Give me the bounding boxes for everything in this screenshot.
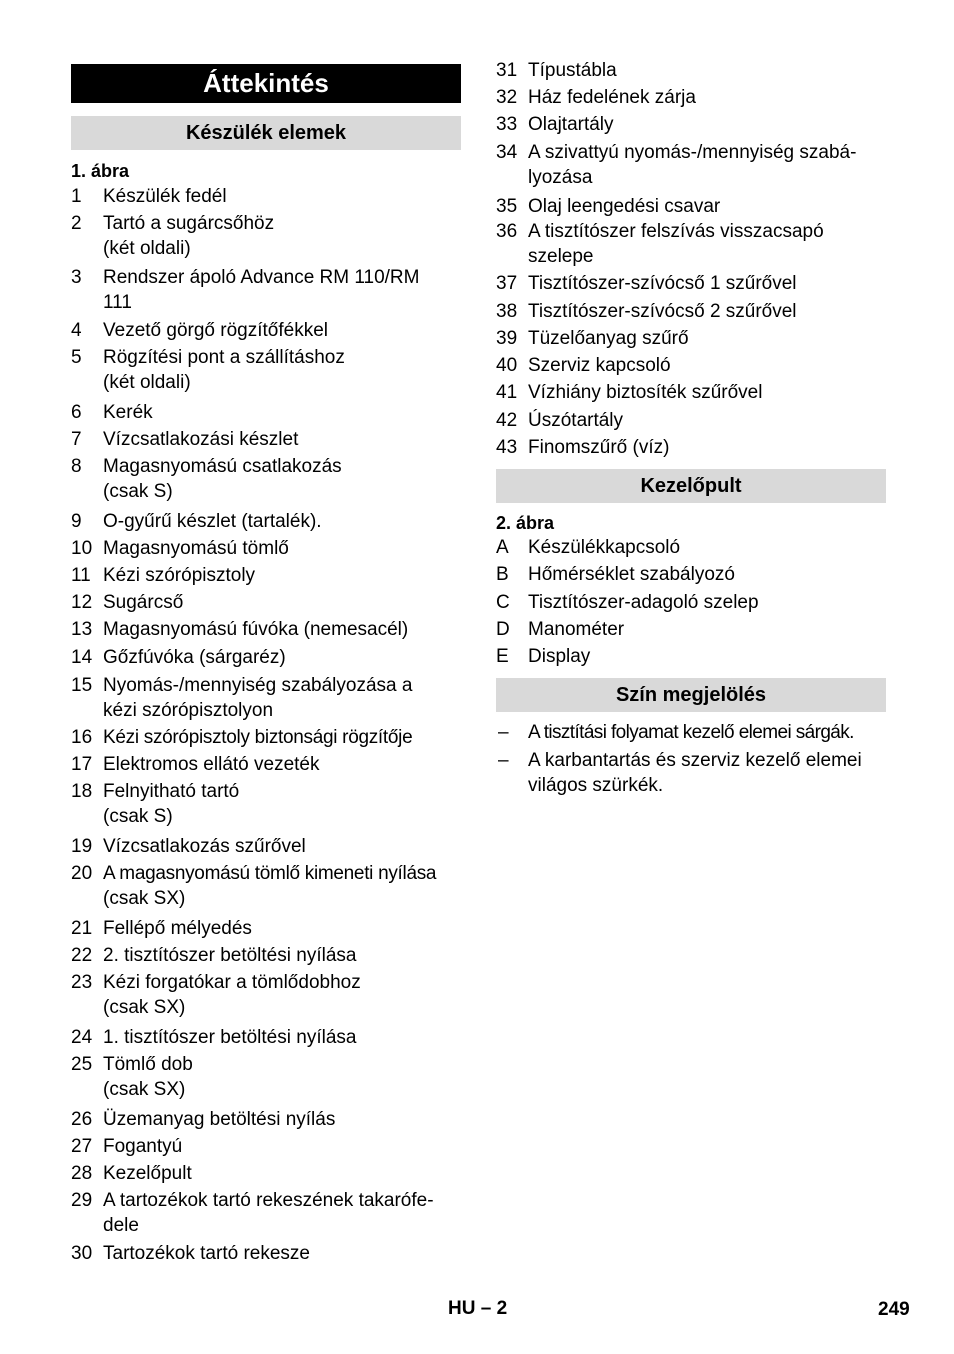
item-text: Tisztítószer-adagoló szelep xyxy=(528,592,759,613)
item-text: Tüzelőanyag szűrő xyxy=(528,328,689,349)
note-text: A karbantartás és szerviz kezelő elemei xyxy=(528,750,862,771)
item-number: 1 xyxy=(71,186,82,207)
list-item xyxy=(71,318,461,343)
item-number: 2 xyxy=(71,213,82,234)
item-text: Kerék xyxy=(103,402,153,423)
item-number: 33 xyxy=(496,114,518,135)
list-item xyxy=(496,562,886,587)
list-item xyxy=(496,299,886,324)
list-item xyxy=(71,673,461,723)
item-text: Tisztítószer-szívócső 2 szűrővel xyxy=(528,301,797,322)
item-text-continued: dele xyxy=(103,1215,139,1236)
item-text: Magasnyomású fúvóka (nemesacél) xyxy=(103,619,409,640)
item-number: 18 xyxy=(71,781,93,802)
list-item xyxy=(496,380,886,405)
list-item xyxy=(71,265,461,315)
item-text: A szivattyú nyomás-/mennyiség szabá- xyxy=(528,142,857,163)
item-number: 7 xyxy=(71,429,82,450)
list-item xyxy=(71,970,461,1020)
list-item xyxy=(496,112,886,137)
item-text: Szerviz kapcsoló xyxy=(528,355,671,376)
item-number: 16 xyxy=(71,727,93,748)
item-number: 25 xyxy=(71,1054,93,1075)
item-text: Elektromos ellátó vezeték xyxy=(103,754,320,775)
item-text-continued: (csak SX) xyxy=(103,1079,186,1100)
item-text-continued: (csak S) xyxy=(103,806,173,827)
item-text-continued: lyozása xyxy=(528,167,593,188)
item-number: 17 xyxy=(71,754,93,775)
item-text: Kezelőpult xyxy=(103,1163,192,1184)
item-number: D xyxy=(496,619,510,640)
item-text: Tömlő dob xyxy=(103,1054,193,1075)
item-number: 43 xyxy=(496,437,518,458)
note-item xyxy=(496,720,886,745)
dash-bullet: – xyxy=(498,750,509,771)
item-text: Vízhiány biztosíték szűrővel xyxy=(528,382,763,403)
item-text: Sugárcső xyxy=(103,592,184,613)
item-number: 5 xyxy=(71,347,82,368)
item-text-continued: szelepe xyxy=(528,246,594,267)
item-text: Típustábla xyxy=(528,60,617,81)
list-item xyxy=(71,1188,461,1238)
item-number: E xyxy=(496,646,509,667)
item-text-continued: 111 xyxy=(103,292,132,313)
list-item xyxy=(71,752,461,777)
item-text: A magasnyomású tömlő kimeneti nyílása xyxy=(103,863,437,884)
list-item xyxy=(71,1241,461,1266)
item-number: 41 xyxy=(496,382,518,403)
item-text: Ház fedelének zárja xyxy=(528,87,696,108)
item-text-continued: (két oldali) xyxy=(103,238,191,259)
list-item xyxy=(71,536,461,561)
list-item xyxy=(71,1134,461,1159)
item-text: Vezető görgő rögzítőfékkel xyxy=(103,320,328,341)
item-text: Tartó a sugárcsőhöz xyxy=(103,213,275,234)
item-number: 37 xyxy=(496,273,518,294)
list-item xyxy=(71,590,461,615)
item-text: Kézi szórópisztoly xyxy=(103,565,256,586)
item-text: Rendszer ápoló Advance RM 110/RM xyxy=(103,267,420,288)
list-item xyxy=(71,509,461,534)
item-number: 26 xyxy=(71,1109,93,1130)
item-text: Manométer xyxy=(528,619,625,640)
list-item xyxy=(496,140,886,190)
list-item xyxy=(496,194,886,219)
item-number: 42 xyxy=(496,410,518,431)
item-text-continued: (csak SX) xyxy=(103,997,186,1018)
item-number: 24 xyxy=(71,1027,93,1048)
item-text-continued: kézi szórópisztolyon xyxy=(103,700,274,721)
list-item xyxy=(496,353,886,378)
list-item xyxy=(71,943,461,968)
list-item xyxy=(496,408,886,433)
item-text: Tisztítószer-szívócső 1 szűrővel xyxy=(528,273,797,294)
section-heading-color-coding: Szín megjelölés xyxy=(496,678,886,712)
page-title: Áttekintés xyxy=(71,64,461,103)
list-item xyxy=(496,435,886,460)
list-item xyxy=(71,184,461,209)
list-item xyxy=(71,563,461,588)
item-text: Úszótartály xyxy=(528,410,624,431)
list-item xyxy=(71,211,461,261)
item-number: 35 xyxy=(496,196,518,217)
list-item xyxy=(71,725,461,750)
item-number: C xyxy=(496,592,510,613)
item-number: B xyxy=(496,564,509,585)
item-text: Hőmérséklet szabályozó xyxy=(528,564,735,585)
item-text: Fogantyú xyxy=(103,1136,183,1157)
item-text: Készülék fedél xyxy=(103,186,227,207)
list-item xyxy=(71,1025,461,1050)
item-number: 11 xyxy=(71,565,91,586)
item-text: Fellépő mélyedés xyxy=(103,918,252,939)
item-number: 40 xyxy=(496,355,518,376)
item-number: 12 xyxy=(71,592,93,613)
item-text: Üzemanyag betöltési nyílás xyxy=(103,1109,336,1130)
item-text: Kézi forgatókar a tömlődobhoz xyxy=(103,972,361,993)
list-item xyxy=(71,1107,461,1132)
list-item xyxy=(71,861,461,911)
item-number: 22 xyxy=(71,945,93,966)
item-number: 34 xyxy=(496,142,518,163)
item-text-continued: (csak SX) xyxy=(103,888,186,909)
item-text: Magasnyomású csatlakozás xyxy=(103,456,342,477)
list-item xyxy=(71,400,461,425)
item-number: 20 xyxy=(71,863,93,884)
list-item xyxy=(496,590,886,615)
item-text: Display xyxy=(528,646,591,667)
figure-label-2: 2. ábra xyxy=(496,513,555,533)
dash-bullet: – xyxy=(498,722,509,743)
item-text: Kézi szórópisztoly biztonsági rögzítője xyxy=(103,727,413,748)
item-number: 13 xyxy=(71,619,93,640)
item-text-continued: (csak S) xyxy=(103,481,173,502)
list-item xyxy=(71,454,461,504)
list-item xyxy=(496,58,886,83)
item-text: 1. tisztítószer betöltési nyílása xyxy=(103,1027,357,1048)
list-item xyxy=(496,85,886,110)
item-number: 19 xyxy=(71,836,93,857)
note-item xyxy=(496,748,886,798)
note-text: A tisztítási folyamat kezelő elemei sárgák. xyxy=(528,722,854,743)
list-item xyxy=(71,617,461,642)
item-text: Rögzítési pont a szállításhoz xyxy=(103,347,345,368)
item-text: Készülékkapcsoló xyxy=(528,537,681,558)
page-number: 249 xyxy=(878,1299,910,1320)
list-item xyxy=(496,271,886,296)
list-item xyxy=(71,779,461,829)
list-item xyxy=(496,326,886,351)
item-text-continued: (két oldali) xyxy=(103,372,191,393)
figure-label-1: 1. ábra xyxy=(71,161,130,181)
note-text-continued: világos szürkék. xyxy=(528,775,664,796)
item-text: Olajtartály xyxy=(528,114,614,135)
item-number: 27 xyxy=(71,1136,93,1157)
list-item xyxy=(496,535,886,560)
item-number: 14 xyxy=(71,647,93,668)
list-item xyxy=(71,916,461,941)
item-number: 8 xyxy=(71,456,82,477)
item-number: 39 xyxy=(496,328,518,349)
list-item xyxy=(71,1052,461,1102)
item-number: 31 xyxy=(496,60,518,81)
section-heading-control-panel: Kezelőpult xyxy=(496,469,886,503)
item-text: Nyomás-/mennyiség szabályozása a xyxy=(103,675,413,696)
list-item xyxy=(71,345,461,395)
item-number: 4 xyxy=(71,320,82,341)
list-item xyxy=(496,219,886,269)
item-number: 21 xyxy=(71,918,93,939)
list-item xyxy=(496,617,886,642)
item-text: Tartozékok tartó rekesze xyxy=(103,1243,310,1264)
section-heading-device-parts: Készülék elemek xyxy=(71,116,461,150)
item-text: A tartozékok tartó rekeszének takarófe- xyxy=(103,1190,434,1211)
item-number: 15 xyxy=(71,675,93,696)
item-number: 10 xyxy=(71,538,93,559)
list-item xyxy=(496,644,886,669)
list-item xyxy=(71,834,461,859)
footer-language-code: HU – 2 xyxy=(448,1298,508,1319)
item-number: A xyxy=(496,537,509,558)
item-number: 36 xyxy=(496,221,518,242)
item-text: Gőzfúvóka (sárgaréz) xyxy=(103,647,286,668)
list-item xyxy=(71,1161,461,1186)
item-number: 38 xyxy=(496,301,518,322)
item-text: 2. tisztítószer betöltési nyílása xyxy=(103,945,357,966)
item-number: 30 xyxy=(71,1243,93,1264)
item-number: 3 xyxy=(71,267,82,288)
item-number: 29 xyxy=(71,1190,93,1211)
item-number: 28 xyxy=(71,1163,93,1184)
item-text: A tisztítószer felszívás visszacsapó xyxy=(528,221,824,242)
list-item xyxy=(71,427,461,452)
item-text: Olaj leengedési csavar xyxy=(528,196,721,217)
item-number: 9 xyxy=(71,511,82,532)
item-text: Felnyitható tartó xyxy=(103,781,240,802)
item-text: O-gyűrű készlet (tartalék). xyxy=(103,511,322,532)
item-number: 32 xyxy=(496,87,518,108)
item-text: Vízcsatlakozási készlet xyxy=(103,429,299,450)
item-number: 6 xyxy=(71,402,82,423)
item-text: Vízcsatlakozás szűrővel xyxy=(103,836,306,857)
item-text: Magasnyomású tömlő xyxy=(103,538,289,559)
item-number: 23 xyxy=(71,972,93,993)
list-item xyxy=(71,645,461,670)
item-text: Finomszűrő (víz) xyxy=(528,437,670,458)
